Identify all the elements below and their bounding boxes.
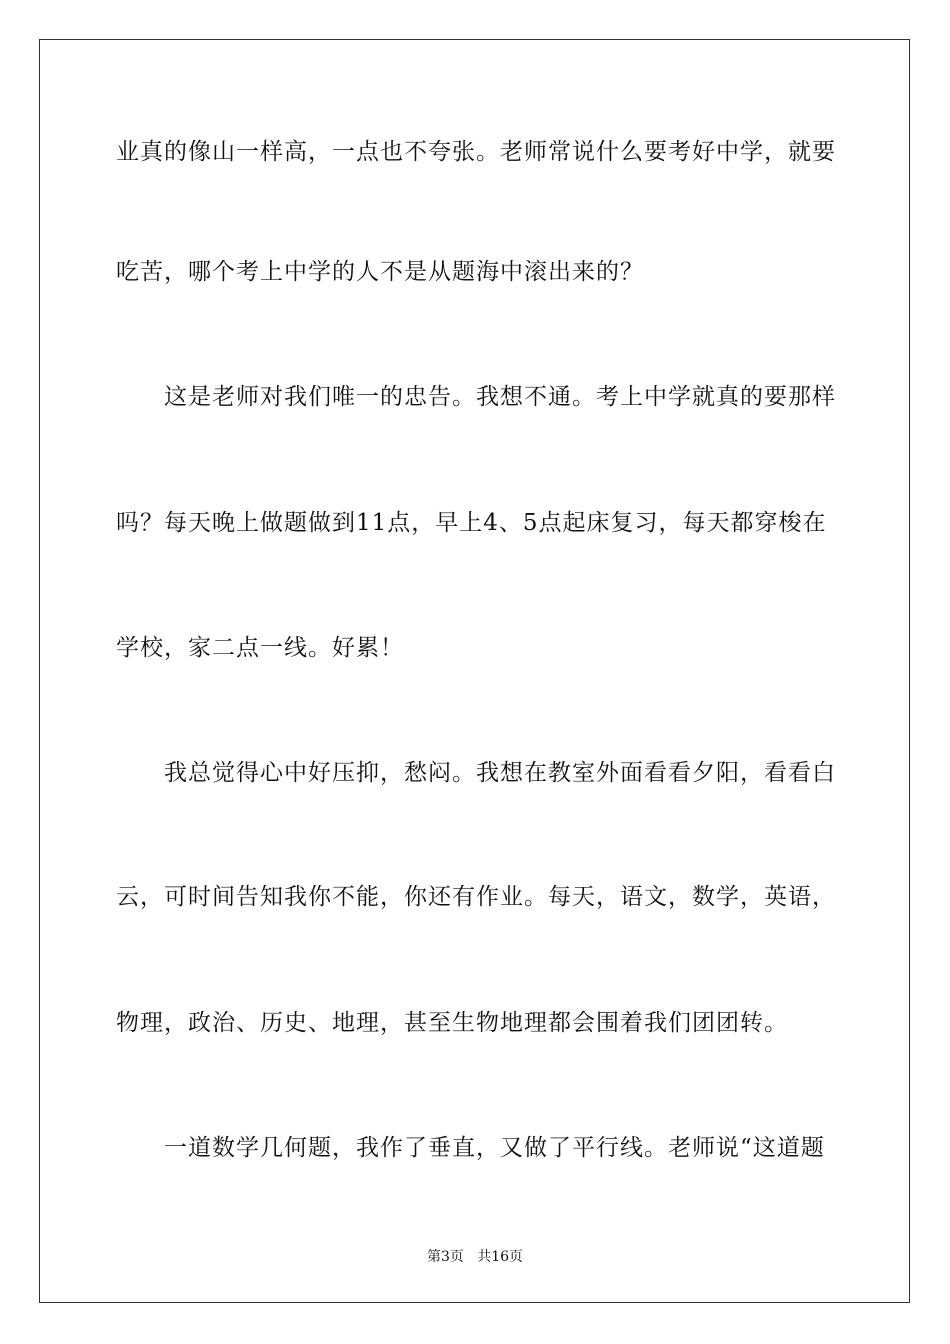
text-line-2: 吃苦，哪个考上中学的人不是从题海中滚出来的？ [116, 259, 644, 285]
text-line-4: 吗？每天晚上做题做到11点，早上4、5点起床复习，每天都穿梭在 [116, 510, 827, 536]
page-number-footer: 第3页 共16页 [426, 1249, 524, 1265]
text-line-1: 业真的像山一样高，一点也不夸张。老师常说什么要考好中学，就要 [116, 139, 836, 165]
text-line-7: 云，可时间告知我你不能，你还有作业。每天，语文，数学，英语， [116, 884, 836, 910]
text-line-9: 一道数学几何题，我作了垂直，又做了平行线。老师说“这道题 [164, 1135, 825, 1161]
page-border [39, 39, 910, 1303]
text-line-3: 这是老师对我们唯一的忠告。我想不通。考上中学就真的要那样 [164, 384, 836, 410]
text-line-6: 我总觉得心中好压抑，愁闷。我想在教室外面看看夕阳，看看白 [164, 760, 836, 786]
text-line-5: 学校，家二点一线。好累！ [116, 635, 404, 661]
text-line-8: 物理，政治、历史、地理，甚至生物地理都会围着我们团团转。 [116, 1010, 788, 1036]
